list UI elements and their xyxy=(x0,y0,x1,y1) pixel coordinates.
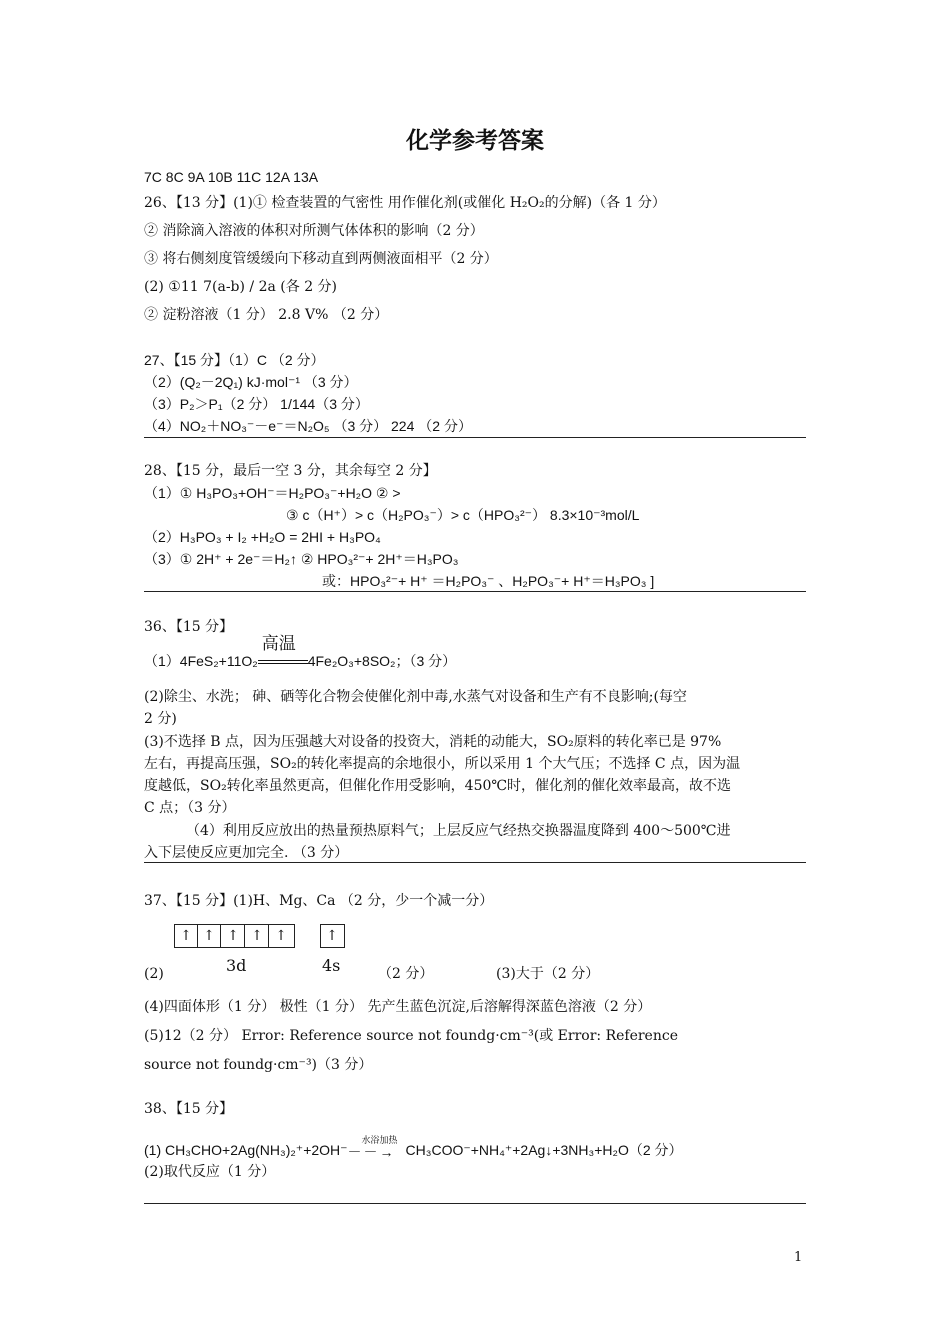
q36-equation xyxy=(144,634,457,670)
orbital-arrow: ↑ xyxy=(198,925,221,947)
q36-p4-line-1: （4）利用反应放出的热量预热原料气；上层反应气经热交换器温度降到 400～500℃进 xyxy=(186,823,731,839)
orbital-label-4s: 4s xyxy=(322,956,341,975)
orbital-label-3d: 3d xyxy=(226,956,247,975)
q37-line-2-part3: (3)大于（2 分） xyxy=(496,966,600,982)
orbital-box-4s xyxy=(320,924,345,948)
divider-3 xyxy=(144,862,806,863)
q36-p2-line-1: (2)除尘、水洗； 砷、硒等化合物会使催化剂中毒,水蒸气对设备和生产有不良影响;(每空 xyxy=(144,689,687,705)
q28-line-5: （3）① 2H⁺ + 2e⁻＝H₂↑ ② HPO₃²⁻+ 2H⁺＝H₃PO₃ xyxy=(144,551,459,567)
q26-line-5: ② 淀粉溶液（1 分） 2.8 V% （2 分） xyxy=(144,307,389,323)
q38-equation-left: (1) CH₃CHO+2Ag(NH₃)₂⁺+2OH⁻ xyxy=(144,1142,348,1158)
q36-p4-line-2: 入下层使反应更加完全. （3 分） xyxy=(144,845,349,861)
q36-heading: 36、【15 分】 xyxy=(144,619,234,635)
arrow-glyph: －－→ xyxy=(347,1144,396,1160)
q27-line-2: （2）(Q₂－2Q₁) kJ·mol⁻¹ （3 分） xyxy=(144,374,358,390)
q27-line-1: 27、【15 分】（1）C （2 分） xyxy=(144,352,325,368)
q26-line-4: (2) ①11 7(a-b) / 2a (各 2 分) xyxy=(144,279,338,295)
q37-label-2: (2) xyxy=(144,966,164,982)
orbital-arrow: ↑ xyxy=(326,928,338,944)
q36-p3-line-1: (3)不选择 B 点，因为压强越大对设备的投资大，消耗的动能大，SO₂原料的转化率已是 97% xyxy=(144,734,722,750)
reaction-arrow xyxy=(347,1135,406,1160)
q38-line-2: (2)取代反应（1 分） xyxy=(144,1164,276,1180)
q26-line-3: ③ 将右侧刻度管缓缓向下移动直到两侧液面相平（2 分） xyxy=(144,251,498,267)
q28-line-1: 28、【15 分，最后一空 3 分，其余每空 2 分】 xyxy=(144,463,437,479)
q27-line-3: （3）P₂＞P₁（2 分） 1/144（3 分） xyxy=(144,396,369,412)
q36-equation-right: 4Fe₂O₃+8SO₂；（3 分） xyxy=(307,653,457,669)
q37-line-1: 37、【15 分】(1)H、Mg、Ca （2 分，少一个减一分） xyxy=(144,893,494,909)
q28-line-2: （1）① H₃PO₃+OH⁻＝H₂PO₃⁻+H₂O ② > xyxy=(144,485,401,501)
divider-1 xyxy=(144,437,806,438)
divider-2 xyxy=(144,591,806,592)
reaction-condition-label: 水浴加热 xyxy=(361,1135,398,1145)
q37-line-3: (4)四面体形（1 分） 极性（1 分） 先产生蓝色沉淀,后溶解得深蓝色溶液（2 分） xyxy=(144,999,652,1015)
orbital-arrow: ↑ xyxy=(246,925,269,947)
divider-4 xyxy=(144,1203,806,1204)
multiple-choice-answers: 7C 8C 9A 10B 11C 12A 13A xyxy=(144,169,319,185)
q28-line-3: ③ c（H⁺）> c（H₂PO₃⁻）> c（HPO₃²⁻） 8.3×10⁻³mol/L xyxy=(286,507,640,523)
q28-line-6: 或：HPO₃²⁻+ H⁺ ＝H₂PO₃⁻ 、H₂PO₃⁻+ H⁺＝H₃PO₃ ] xyxy=(322,573,655,589)
page-number: 1 xyxy=(794,1250,803,1265)
q27-line-4: （4）NO₂＋NO₃⁻－e⁻＝N₂O₅ （3 分） 224 （2 分） xyxy=(144,418,472,434)
q36-equation-left: （1）4FeS₂+11O₂ xyxy=(144,653,258,669)
q36-p3-line-4: C 点；（3 分） xyxy=(144,800,236,816)
q36-p2-line-2: 2 分) xyxy=(144,711,177,727)
q36-p3-line-2: 左右，再提高压强，SO₂的转化率提高的余地很小，所以采用 1 个大气压；不选择 C 点，因为温 xyxy=(144,756,741,772)
page-title: 化学参考答案 xyxy=(406,127,544,154)
q37-line-2-score: （2 分） xyxy=(378,966,434,982)
q26-line-1: 26、【13 分】(1)① 检查装置的气密性 用作催化剂(或催化 H₂O₂的分解)（各 1 分） xyxy=(144,195,666,211)
reaction-condition-equals-sign xyxy=(258,634,308,670)
q38-equation xyxy=(144,1135,683,1160)
orbital-arrow: ↑ xyxy=(222,925,245,947)
orbital-arrow: ↑ xyxy=(175,925,198,947)
q26-line-2: ② 消除滴入溶液的体积对所测气体体积的影响（2 分） xyxy=(144,223,484,239)
q38-heading: 38、【15 分】 xyxy=(144,1101,234,1117)
q36-p3-line-3: 度越低，SO₂转化率虽然更高，但催化作用受影响，450℃时，催化剂的催化效率最高，故不选 xyxy=(144,778,732,794)
q37-line-5: source not foundg·cm⁻³)（3 分） xyxy=(144,1057,373,1073)
q37-line-4: (5)12（2 分） Error: Reference source not foundg·cm⁻³(或 Error: Reference xyxy=(144,1028,678,1044)
orbital-box-3d xyxy=(174,924,295,948)
q28-line-4: （2）H₃PO₃ + I₂ +H₂O = 2HI + H₃PO₄ xyxy=(144,529,381,545)
reaction-condition-label: 高温 xyxy=(261,634,296,653)
q38-equation-right: CH₃COO⁻+NH₄⁺+2Ag↓+3NH₃+H₂O（2 分） xyxy=(405,1142,683,1158)
orbital-arrow: ↑ xyxy=(275,928,287,944)
